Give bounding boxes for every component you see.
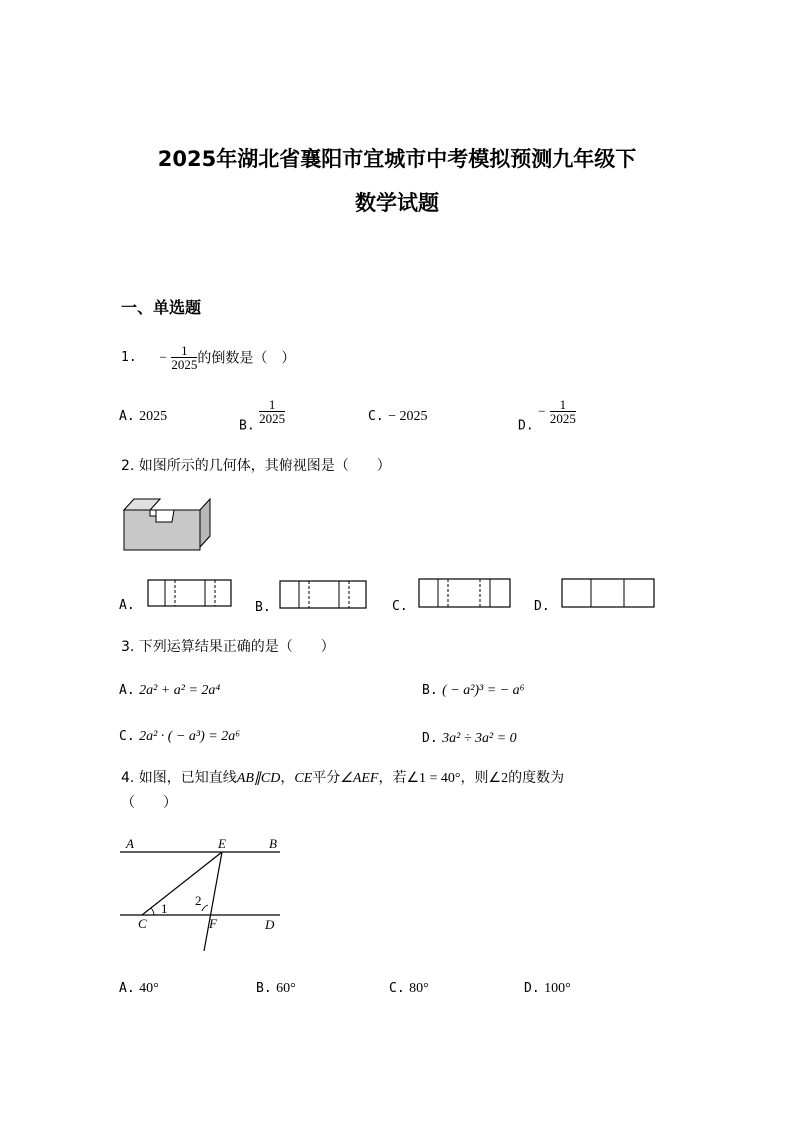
q4-option-a[interactable] bbox=[119, 980, 159, 997]
question-1-frac-num: 1 bbox=[171, 344, 197, 358]
question-1-number: 1. bbox=[121, 350, 137, 365]
q1-option-d-fraction bbox=[550, 398, 576, 425]
question-1-stem: 的倒数是（ ） bbox=[197, 350, 296, 367]
q3-option-b[interactable] bbox=[422, 682, 525, 699]
q1-option-d-minus: − bbox=[538, 403, 546, 419]
q1-option-c-text: − 2025 bbox=[388, 409, 428, 424]
page-title-line2: 数学试题 bbox=[355, 191, 439, 215]
q4-option-b-label: B. bbox=[256, 981, 272, 996]
question-1 bbox=[121, 344, 295, 371]
question-3: 3. 下列运算结果正确的是（ ） bbox=[121, 639, 335, 655]
q2-option-d[interactable] bbox=[534, 598, 550, 614]
q3-option-c-text: 2a² · ( − a³) = 2a⁶ bbox=[139, 729, 241, 744]
q4-stem-math3: ∠AEF bbox=[340, 771, 379, 786]
q1-option-a-text: 2025 bbox=[139, 409, 168, 424]
angle-2-label: 2 bbox=[195, 893, 202, 908]
q4-stem-suffix: 的度数为 bbox=[508, 770, 565, 786]
line-ef bbox=[204, 852, 222, 951]
q4-option-d[interactable] bbox=[524, 980, 571, 997]
angle-1-arc bbox=[151, 908, 154, 915]
question-4-geometry-figure bbox=[118, 835, 288, 955]
q3-option-d-text: 3a² ÷ 3a² = 0 bbox=[442, 731, 517, 746]
point-d-label: D bbox=[265, 917, 275, 932]
q3-option-c[interactable] bbox=[119, 728, 240, 745]
q2-option-c-figure bbox=[418, 578, 513, 610]
q4-stem-math5: ∠2 bbox=[488, 771, 509, 786]
q1-option-a[interactable] bbox=[119, 408, 167, 425]
q4-stem-mid2: 平分 bbox=[312, 770, 341, 786]
q1-option-c[interactable] bbox=[368, 408, 428, 425]
question-1-minus: − bbox=[159, 349, 167, 365]
q4-stem-math2: CE bbox=[294, 771, 313, 786]
q4-stem-math4: ∠1 = 40° bbox=[406, 771, 461, 786]
q4-option-b[interactable] bbox=[256, 980, 296, 997]
q1-option-b-label: B. bbox=[239, 418, 255, 434]
angle-2-arc bbox=[202, 905, 208, 911]
q4-stem-mid1: ， bbox=[280, 770, 295, 786]
question-4-line2: （ ） bbox=[121, 795, 177, 811]
q2-option-c[interactable] bbox=[392, 598, 408, 614]
question-2-solid-figure bbox=[120, 496, 215, 552]
q3-option-d-label: D. bbox=[422, 731, 438, 746]
point-c-label: C bbox=[138, 916, 147, 931]
q3-option-b-label: B. bbox=[422, 683, 438, 698]
q4-stem-mid4: ，则 bbox=[460, 770, 489, 786]
q1-option-d-label: D. bbox=[518, 418, 534, 434]
q4-option-b-text: 60° bbox=[276, 981, 296, 996]
question-4 bbox=[121, 767, 564, 787]
q1-option-b[interactable] bbox=[239, 398, 285, 434]
q2-option-a[interactable] bbox=[119, 597, 135, 613]
q2-option-d-label: D. bbox=[534, 599, 550, 614]
q1-option-b-fraction bbox=[259, 398, 285, 425]
line-ce bbox=[142, 852, 222, 915]
q1-option-d-den: 2025 bbox=[549, 411, 576, 426]
q4-option-d-text: 100° bbox=[544, 981, 571, 996]
q2-option-a-figure bbox=[147, 579, 233, 609]
q2-option-b[interactable] bbox=[255, 599, 271, 615]
point-a-label: A bbox=[126, 836, 134, 851]
q2-option-b-label: B. bbox=[255, 600, 271, 615]
q4-option-c-text: 80° bbox=[409, 981, 429, 996]
point-f-label: F bbox=[209, 916, 217, 931]
q2-option-a-label: A. bbox=[119, 598, 135, 613]
q1-option-b-num: 1 bbox=[259, 398, 285, 412]
question-1-frac-den: 2025 bbox=[171, 357, 198, 372]
q3-option-a-text: 2a² + a² = 2a⁴ bbox=[139, 683, 221, 698]
q2-option-b-figure bbox=[279, 580, 369, 610]
point-e-label: E bbox=[218, 836, 226, 851]
q3-option-a-label: A. bbox=[119, 683, 135, 698]
q2-option-d-figure bbox=[561, 578, 657, 610]
q4-option-a-text: 40° bbox=[139, 981, 159, 996]
q3-option-c-label: C. bbox=[119, 729, 135, 744]
page-title-line1: 2025年湖北省襄阳市宜城市中考模拟预测九年级下 bbox=[157, 147, 637, 171]
q1-option-d-num: 1 bbox=[550, 398, 576, 412]
q4-option-d-label: D. bbox=[524, 981, 540, 996]
angle-1-label: 1 bbox=[161, 901, 168, 916]
q4-option-c-label: C. bbox=[389, 981, 405, 996]
q3-option-d[interactable] bbox=[422, 730, 517, 747]
q1-option-d[interactable] bbox=[518, 398, 576, 434]
question-2: 2. 如图所示的几何体，其俯视图是（ ） bbox=[121, 458, 391, 474]
q4-stem-math1: AB∥CD bbox=[236, 771, 281, 786]
section-heading: 一、单选题 bbox=[121, 298, 202, 317]
q1-option-a-label: A. bbox=[119, 409, 135, 424]
point-b-label: B bbox=[269, 836, 277, 851]
q1-option-c-label: C. bbox=[368, 409, 384, 424]
q3-option-a[interactable] bbox=[119, 682, 220, 699]
q4-stem-prefix: 4. 如图，已知直线 bbox=[121, 770, 237, 786]
q4-option-c[interactable] bbox=[389, 980, 429, 997]
q4-stem-mid3: ，若 bbox=[378, 770, 407, 786]
q4-option-a-label: A. bbox=[119, 981, 135, 996]
q3-option-b-text: ( − a²)³ = − a⁶ bbox=[442, 683, 525, 698]
q2-option-c-label: C. bbox=[392, 599, 408, 614]
q1-option-b-den: 2025 bbox=[259, 411, 286, 426]
question-1-fraction bbox=[171, 344, 197, 371]
